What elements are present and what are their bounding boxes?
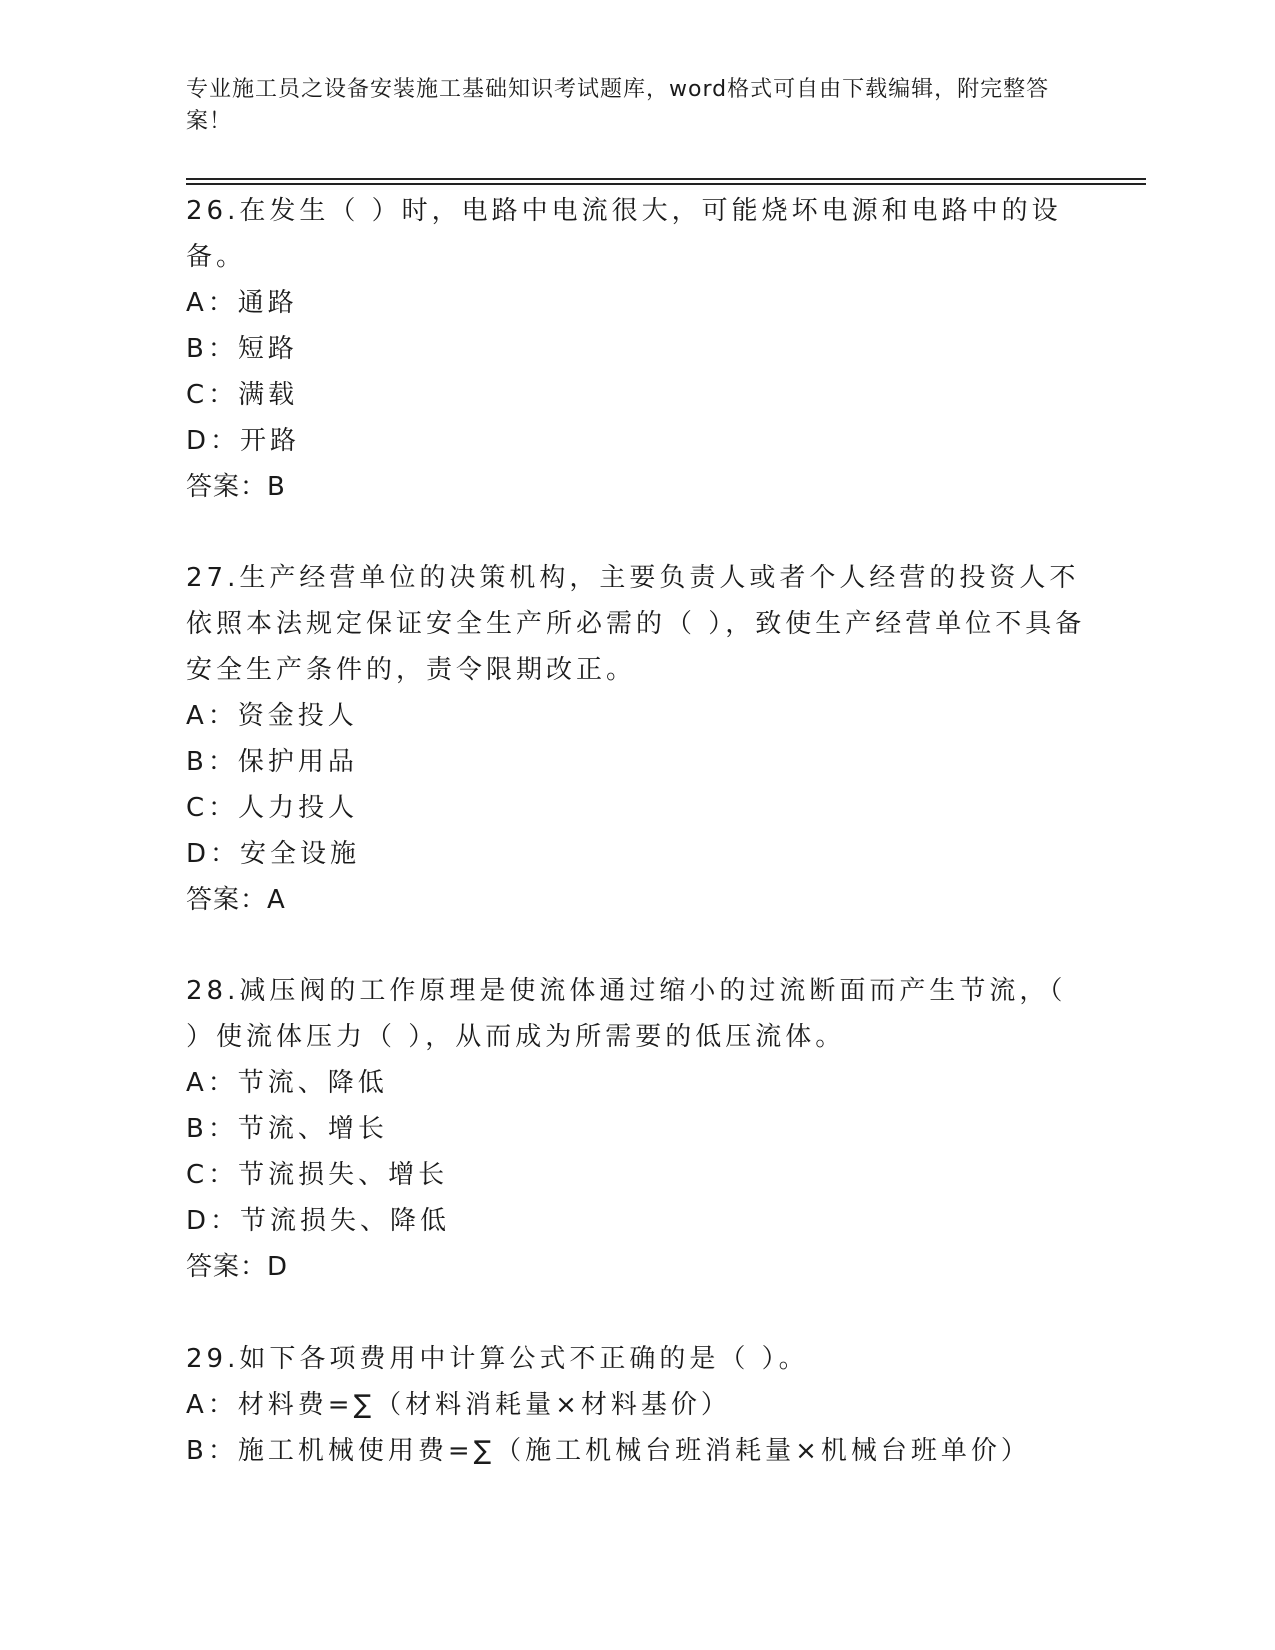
option-key: B： bbox=[186, 747, 238, 777]
option-text: 开路 bbox=[240, 426, 301, 456]
option-text: 保护用品 bbox=[237, 747, 358, 777]
question-29 bbox=[186, 1336, 1086, 1474]
option-text: 短路 bbox=[237, 334, 298, 364]
question-number: 28. bbox=[186, 976, 240, 1006]
option-key: D： bbox=[186, 426, 241, 456]
option-key: A： bbox=[186, 701, 238, 731]
option-key: B： bbox=[186, 1114, 238, 1144]
option-b bbox=[186, 326, 1086, 372]
answer-line: 答案：B bbox=[186, 472, 286, 502]
option-a bbox=[186, 1382, 1086, 1428]
option-a bbox=[186, 693, 1086, 739]
option-text: 材料费=∑（材料消耗量×材料基价） bbox=[237, 1390, 731, 1420]
question-text bbox=[186, 968, 1086, 1060]
question-27 bbox=[186, 555, 1086, 923]
question-text bbox=[186, 188, 1086, 280]
question-text bbox=[186, 1336, 1086, 1382]
option-text: 节流、增长 bbox=[237, 1114, 388, 1144]
option-key: D： bbox=[186, 839, 241, 869]
option-b bbox=[186, 1428, 1086, 1474]
option-key: C： bbox=[186, 1160, 239, 1190]
option-key: B： bbox=[186, 334, 238, 364]
option-key: C： bbox=[186, 380, 239, 410]
option-text: 节流、降低 bbox=[237, 1068, 388, 1098]
question-body: 生产经营单位的决策机构，主要负责人或者个人经营的投资人不依照本法规定保证安全生产所必需的（ ），致使生产经营单位不具备安全生产条件的，责令限期改正。 bbox=[186, 563, 1086, 685]
option-text: 施工机械使用费=∑（施工机械台班消耗量×机械台班单价） bbox=[237, 1436, 1031, 1466]
option-key: A： bbox=[186, 1068, 238, 1098]
question-body: 减压阀的工作原理是使流体通过缩小的过流断面而产生节流，（ ）使流体压力（ ），从而成为所需要的低压流体。 bbox=[186, 976, 1067, 1052]
header-divider-bottom bbox=[186, 183, 1146, 185]
option-text: 人力投人 bbox=[238, 793, 359, 823]
option-d bbox=[186, 1198, 1086, 1244]
question-number: 26. bbox=[186, 196, 240, 226]
option-text: 节流损失、增长 bbox=[238, 1160, 449, 1190]
option-key: C： bbox=[186, 793, 239, 823]
option-key: A： bbox=[186, 288, 238, 318]
question-body: 在发生（ ）时，电路中电流很大，可能烧坏电源和电路中的设备。 bbox=[186, 196, 1062, 272]
question-number: 29. bbox=[186, 1344, 240, 1374]
document-header: 专业施工员之设备安装施工基础知识考试题库，word格式可自由下载编辑，附完整答案！ bbox=[186, 77, 1050, 134]
option-b bbox=[186, 1106, 1086, 1152]
question-26 bbox=[186, 188, 1086, 510]
option-text: 安全设施 bbox=[240, 839, 361, 869]
option-c bbox=[186, 372, 1086, 418]
option-c bbox=[186, 785, 1086, 831]
option-text: 节流损失、降低 bbox=[240, 1206, 451, 1236]
option-text: 满载 bbox=[238, 380, 299, 410]
option-c bbox=[186, 1152, 1086, 1198]
question-body: 如下各项费用中计算公式不正确的是（ ）。 bbox=[239, 1344, 809, 1374]
option-a bbox=[186, 280, 1086, 326]
option-d bbox=[186, 418, 1086, 464]
answer-line: 答案：A bbox=[186, 885, 286, 915]
question-number: 27. bbox=[186, 563, 240, 593]
option-text: 资金投人 bbox=[237, 701, 358, 731]
option-key: D： bbox=[186, 1206, 241, 1236]
option-key: A： bbox=[186, 1390, 238, 1420]
answer-line: 答案：D bbox=[186, 1252, 289, 1282]
header-divider-top bbox=[186, 178, 1146, 180]
option-key: B： bbox=[186, 1436, 238, 1466]
question-text bbox=[186, 555, 1086, 693]
option-b bbox=[186, 739, 1086, 785]
option-d bbox=[186, 831, 1086, 877]
option-text: 通路 bbox=[237, 288, 298, 318]
option-a bbox=[186, 1060, 1086, 1106]
question-28 bbox=[186, 968, 1086, 1290]
